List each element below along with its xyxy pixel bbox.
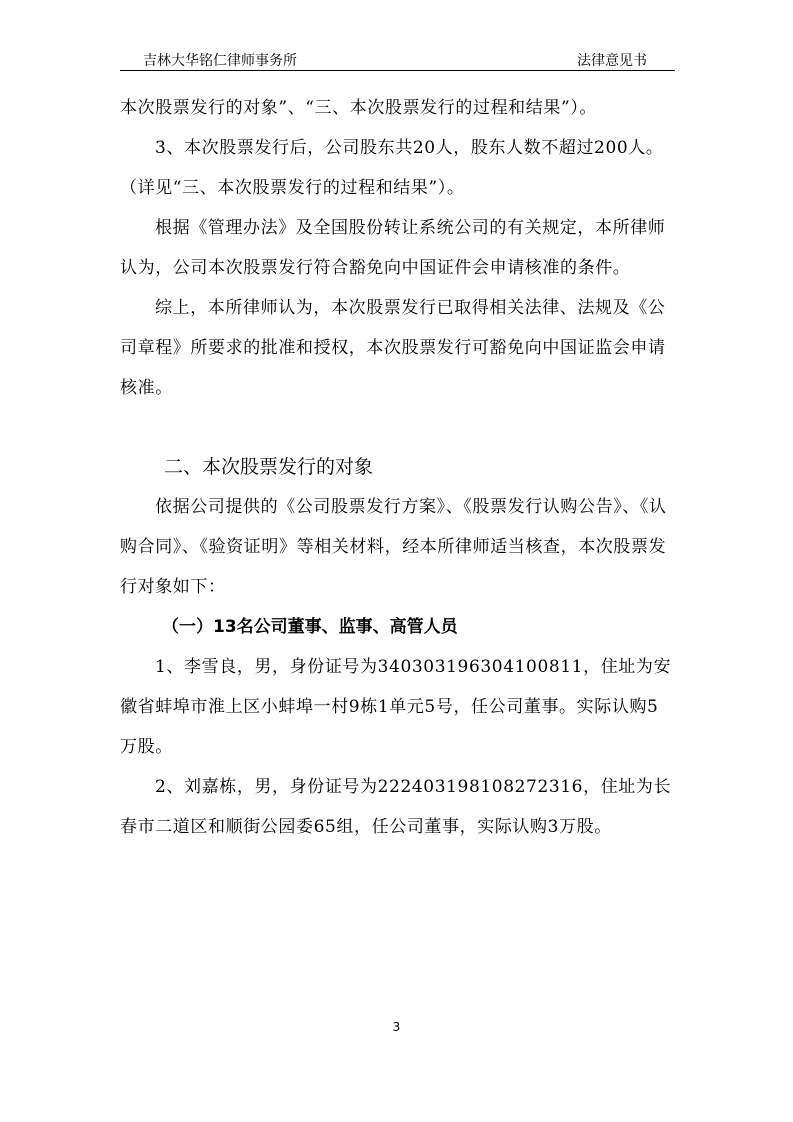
list-item: 2、刘嘉栋，男，身份证号为222403198108272316，住址为长春市二道区和顺街公园委65组，任公司董事，实际认购3万股。 xyxy=(120,777,672,837)
section-intro: 依据公司提供的《公司股票发行方案》、《股票发行认购公告》、《认购合同》、《验资证明》等相关材料，经本所律师适当核查，本次股票发行对象如下： xyxy=(120,497,667,597)
section-heading: 二、本次股票发行的对象 xyxy=(164,456,374,478)
document-title: 法律意见书 xyxy=(577,53,647,69)
document-body xyxy=(120,88,675,847)
paragraph-shareholder-count: 3、本次股票发行后，公司股东共20人，股东人数不超过200人。（详见“三、本次股票发行的过程和结果”）。 xyxy=(120,138,664,198)
page-number: 3 xyxy=(392,1020,401,1034)
subsection-heading: （一）13名公司董事、监事、高管人员 xyxy=(162,617,458,637)
list-item: 1、李雪良，男，身份证号为340303196304100811，住址为安徽省蚌埠市淮上区小蚌埠一村9栋1单元5号，任公司董事。实际认购5万股。 xyxy=(120,657,672,757)
paragraph-continuation: 本次股票发行的对象”、“三、本次股票发行的过程和结果”）。 xyxy=(120,98,597,118)
law-firm-name: 吉林大华铭仁律师事务所 xyxy=(143,53,297,69)
page-header xyxy=(120,44,675,71)
paragraph-exemption-conditions: 根据《管理办法》及全国股份转让系统公司的有关规定，本所律师认为，公司本次股票发行符合豁免向中国证件会申请核准的条件。 xyxy=(120,218,666,278)
section-spacer xyxy=(120,408,675,447)
paragraph-conclusion: 综上，本所律师认为，本次股票发行已取得相关法律、法规及《公司章程》所要求的批准和授权，本次股票发行可豁免向中国证监会申请核准。 xyxy=(120,298,666,398)
